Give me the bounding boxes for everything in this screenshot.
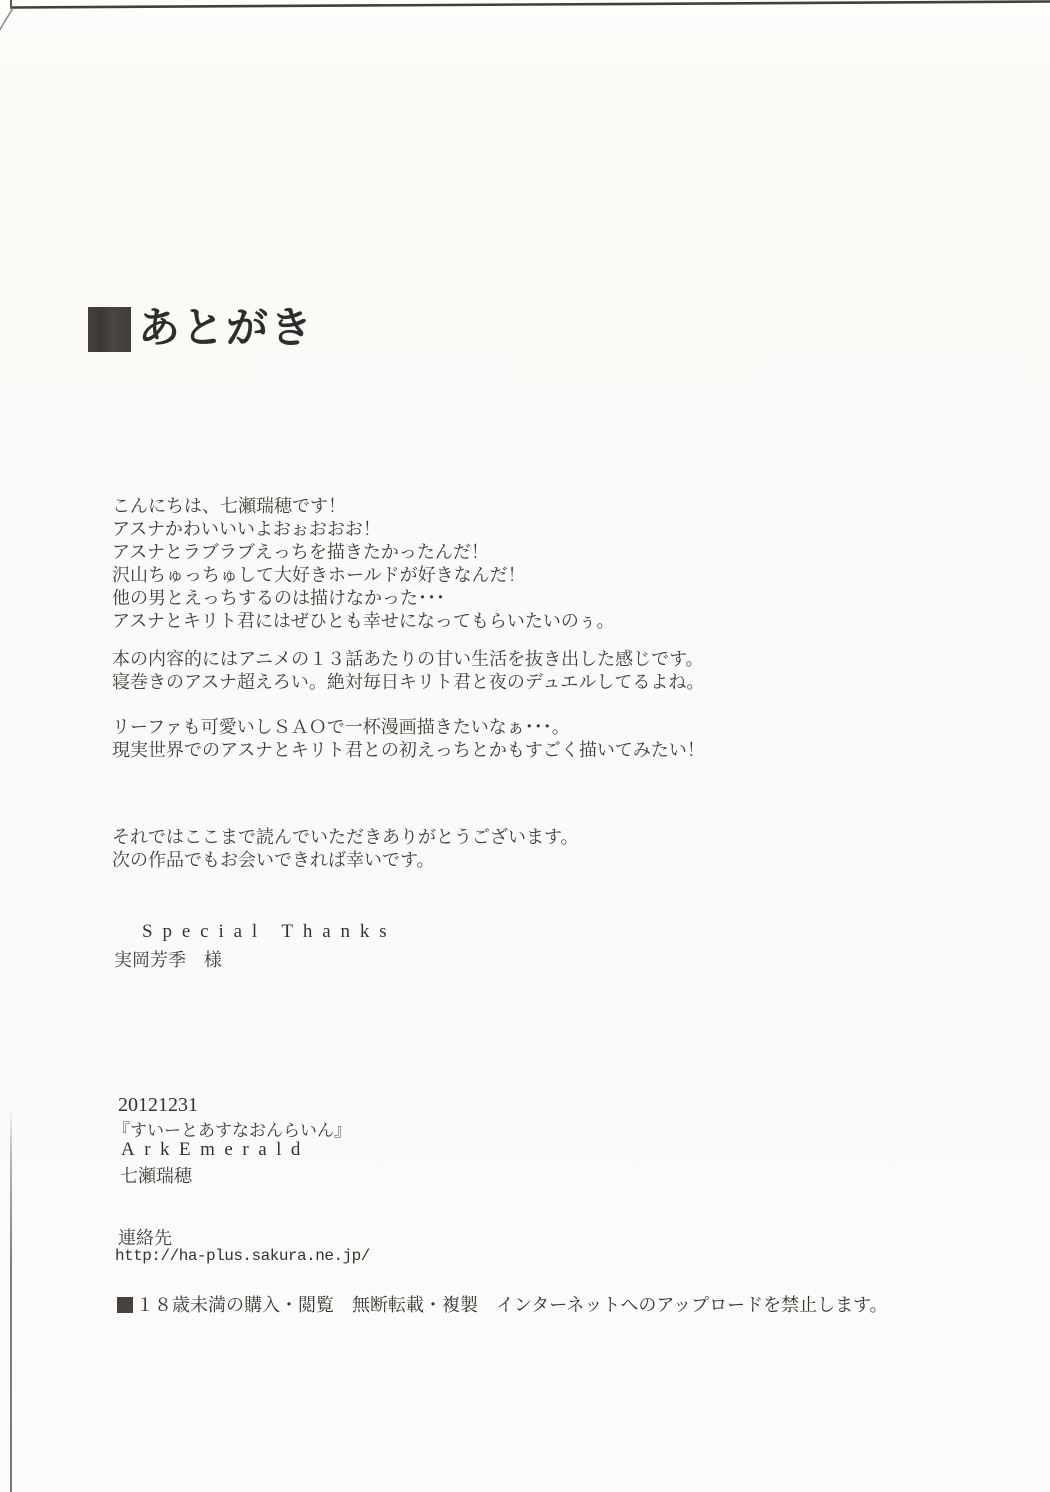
afterword-line: 本の内容的にはアニメの１３話あたりの甘い生活を抜き出した感じです。: [112, 649, 704, 669]
footer-square-icon: [117, 1297, 133, 1313]
afterword-paragraph-4: [112, 826, 579, 872]
colophon-date: 20121231: [118, 1094, 198, 1116]
contact-label: 連絡先: [118, 1228, 172, 1248]
special-thanks-name: 実岡芳季 様: [114, 950, 222, 970]
afterword-heading: [88, 304, 314, 354]
age-restriction-notice: [117, 1291, 888, 1317]
scan-fold-line: [10, 1108, 12, 1492]
colophon-author-name: 七瀬瑞穂: [120, 1166, 192, 1186]
afterword-paragraph-3: [112, 716, 705, 762]
afterword-line: アスナとキリト君にはぜひとも幸せになってもらいたいのぅ。: [112, 611, 615, 631]
contact-url: http://ha-plus.sakura.ne.jp/: [115, 1247, 370, 1265]
afterword-line: リーファも可愛いしＳＡＯで一杯漫画描きたいなぁ･･･。: [112, 717, 570, 737]
afterword-line: それではここまで読んでいただきありがとうございます。: [112, 827, 579, 847]
afterword-line: 次の作品でもお会いできれば幸いです。: [112, 850, 435, 870]
afterword-line: アスナかわいいいよおぉおおお！: [112, 519, 381, 539]
afterword-paragraph-2: [112, 648, 704, 694]
afterword-line: 他の男とえっちするのは描けなかった･･･: [112, 588, 445, 608]
colophon-book-title: 『すいーとあすなおんらいん』: [113, 1121, 351, 1140]
afterword-line: 沢山ちゅっちゅして大好きホールドが好きなんだ！: [112, 565, 526, 585]
age-restriction-text: １８歳未満の購入・閲覧 無断転載・複製 インターネットへのアップロードを禁止します。: [136, 1295, 888, 1315]
afterword-paragraph-1: [112, 495, 615, 633]
heading-square-icon: [88, 307, 131, 352]
scan-edge-corner-diagonal: [0, 8, 13, 31]
afterword-line: 寝巻きのアスナ超えろい。絶対毎日キリト君と夜のデュエルしてるよね。: [112, 672, 705, 692]
special-thanks-label: Special Thanks: [142, 921, 397, 942]
scan-edge-top-line: [12, 2, 1050, 8]
afterword-line: アスナとラブラブえっちを描きたかったんだ！: [112, 542, 489, 562]
afterword-line: こんにちは、七瀬瑞穂です！: [112, 496, 346, 516]
page-title: あとがき: [138, 306, 315, 352]
afterword-line: 現実世界でのアスナとキリト君との初えっちとかもすごく描いてみたい！: [112, 740, 705, 760]
colophon-circle-name: ArkEmerald: [121, 1139, 310, 1160]
